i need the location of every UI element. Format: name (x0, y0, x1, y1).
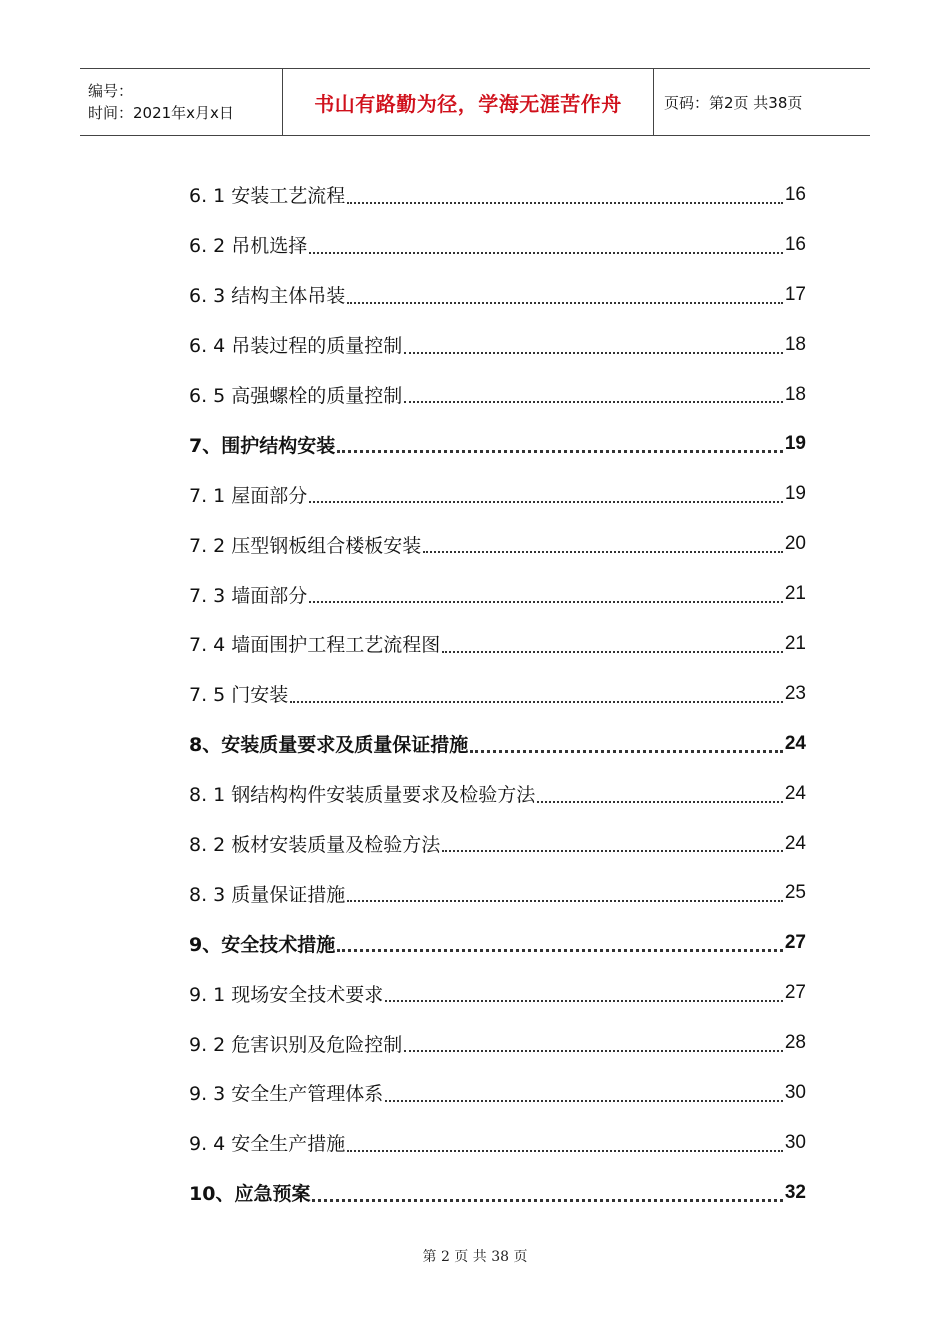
toc-entry-title: 9、安全技术措施 (189, 933, 336, 956)
toc-entry-page: 24 (784, 732, 806, 754)
toc-chapter-entry[interactable] (189, 1168, 806, 1218)
toc-entry-page: 32 (784, 1181, 806, 1203)
toc-section-entry[interactable] (189, 370, 806, 420)
toc-section-entry[interactable] (189, 769, 806, 819)
toc-entry-page: 30 (784, 1081, 806, 1103)
toc-entry-page: 16 (784, 183, 806, 205)
toc-entry-page: 25 (784, 882, 806, 904)
toc-entry-title: 6. 4 吊装过程的质量控制 (189, 335, 403, 358)
toc-entry-title: 6. 3 结构主体吊装 (189, 285, 346, 308)
header-page-info (654, 69, 870, 135)
toc-entry-page: 30 (784, 1131, 806, 1153)
toc-leader-dots (404, 352, 783, 354)
toc-leader-dots (309, 252, 783, 254)
toc-leader-dots (442, 651, 783, 653)
toc-section-entry[interactable] (189, 519, 806, 569)
toc-leader-dots (385, 1000, 783, 1002)
header-motto-cell (282, 69, 654, 135)
toc-entry-title: 8、安装质量要求及质量保证措施 (189, 734, 469, 757)
toc-section-entry[interactable] (189, 270, 806, 320)
toc-entry-page: 20 (784, 533, 806, 555)
toc-entry-page: 24 (784, 782, 806, 804)
toc-leader-dots (347, 202, 783, 204)
toc-entry-page: 23 (784, 682, 806, 704)
toc-entry-title: 7、围护结构安装 (189, 434, 336, 457)
toc-entry-page: 27 (784, 932, 806, 954)
toc-entry-title: 6. 2 吊机选择 (189, 235, 308, 258)
toc-chapter-entry[interactable] (189, 918, 806, 968)
toc-entry-title: 8. 2 板材安装质量及检验方法 (189, 834, 441, 857)
toc-entry-page: 17 (784, 283, 806, 305)
toc-entry-title: 7. 4 墙面围护工程工艺流程图 (189, 634, 441, 657)
toc-entry-title: 8. 1 钢结构构件安装质量要求及检验方法 (189, 784, 536, 807)
toc-entry-page: 16 (784, 233, 806, 255)
toc-entry-page: 21 (784, 632, 806, 654)
page-info-text: 页码：第2页 共38页 (664, 93, 803, 112)
toc-entry-page: 27 (784, 982, 806, 1004)
toc-section-entry[interactable] (189, 569, 806, 619)
toc-entry-page: 19 (784, 483, 806, 505)
toc-leader-dots (385, 1100, 783, 1102)
toc-leader-dots (290, 701, 783, 703)
toc-leader-dots (347, 1150, 783, 1152)
toc-chapter-entry[interactable] (189, 719, 806, 769)
toc-entry-page: 24 (784, 832, 806, 854)
toc-leader-dots (309, 501, 783, 503)
toc-section-entry[interactable] (189, 220, 806, 270)
toc-leader-dots (347, 302, 783, 304)
toc-section-entry[interactable] (189, 868, 806, 918)
toc-section-entry[interactable] (189, 170, 806, 220)
page-header (80, 68, 870, 136)
toc-entry-title: 7. 3 墙面部分 (189, 584, 308, 607)
toc-section-entry[interactable] (189, 1018, 806, 1068)
toc-leader-dots (442, 850, 783, 852)
toc-chapter-entry[interactable] (189, 419, 806, 469)
toc-leader-dots (404, 1050, 783, 1052)
toc-entry-title: 9. 3 安全生产管理体系 (189, 1083, 384, 1106)
toc-leader-dots (337, 450, 783, 453)
toc-entry-title: 7. 2 压型钢板组合楼板安装 (189, 534, 422, 557)
toc-entry-title: 6. 5 高强螺栓的质量控制 (189, 385, 403, 407)
toc-leader-dots (309, 601, 783, 603)
toc-section-entry[interactable] (189, 1068, 806, 1118)
toc-entry-title: 10、应急预案 (189, 1183, 311, 1206)
toc-entry-title: 7. 1 屋面部分 (189, 484, 308, 507)
toc-entry-title: 7. 5 门安装 (189, 684, 289, 707)
toc-entry-page: 18 (784, 333, 806, 355)
toc-section-entry[interactable] (189, 968, 806, 1018)
toc-section-entry[interactable] (189, 469, 806, 519)
toc-section-entry[interactable] (189, 669, 806, 719)
toc-entry-title: 9. 4 安全生产措施 (189, 1133, 346, 1156)
toc-section-entry[interactable] (189, 1118, 806, 1168)
toc-leader-dots (404, 401, 783, 403)
toc-entry-page: 21 (784, 583, 806, 605)
toc-entry-title: 9. 1 现场安全技术要求 (189, 983, 384, 1006)
toc-entry-page: 28 (784, 1032, 806, 1054)
toc-section-entry[interactable] (189, 619, 806, 669)
toc-leader-dots (337, 949, 783, 952)
toc-leader-dots (312, 1199, 782, 1202)
toc-entry-title: 6. 1 安装工艺流程 (189, 185, 346, 208)
page-footer: 第 2 页 共 38 页 (422, 1249, 528, 1265)
table-of-contents (189, 170, 806, 1218)
toc-leader-dots (347, 900, 783, 902)
motto-text: 书山有路勤为径，学海无涯苦作舟 (314, 91, 622, 116)
toc-leader-dots (537, 801, 783, 803)
toc-leader-dots (470, 750, 783, 753)
header-meta (80, 69, 282, 135)
toc-section-entry[interactable] (189, 320, 806, 370)
toc-entry-title: 8. 3 质量保证措施 (189, 883, 346, 906)
doc-number-label: 编号： (88, 82, 134, 100)
toc-entry-title: 9. 2 危害识别及危险控制 (189, 1033, 403, 1056)
toc-leader-dots (423, 551, 783, 553)
toc-section-entry[interactable] (189, 819, 806, 869)
toc-entry-page: 19 (784, 433, 806, 455)
toc-entry-page: 18 (784, 383, 806, 405)
time-label: 时间：2021年x月x日 (88, 104, 234, 122)
